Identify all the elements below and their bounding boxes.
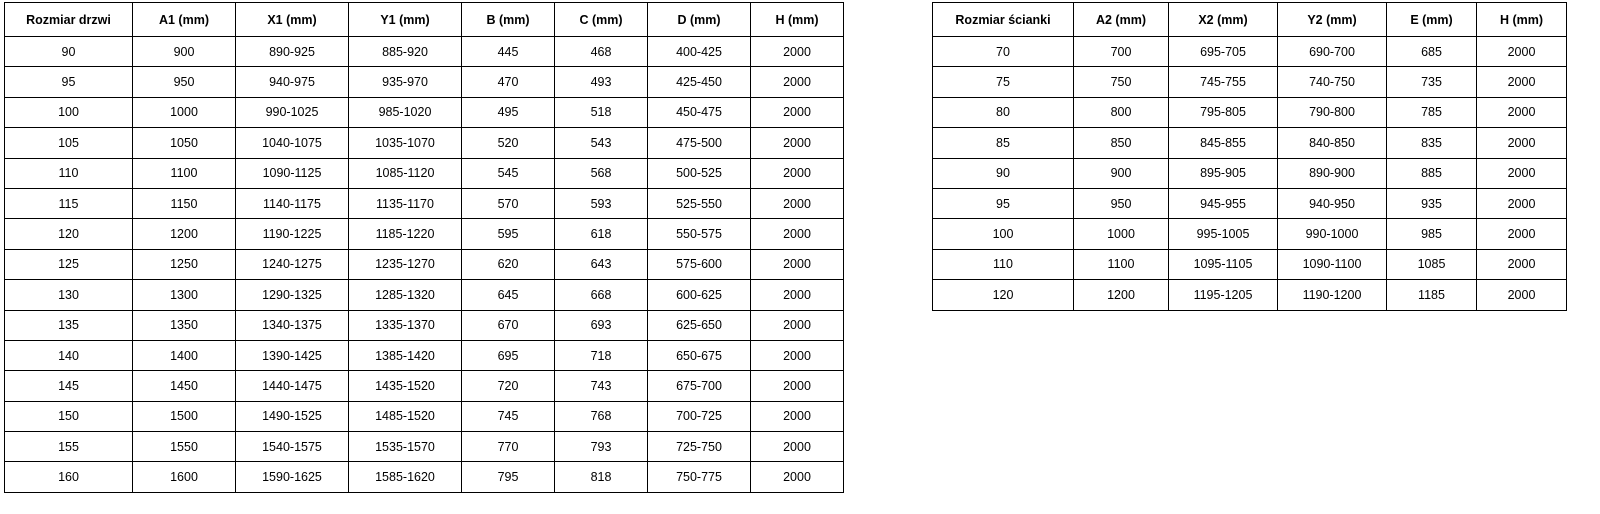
cell: 85 bbox=[933, 128, 1074, 158]
cell: 1440-1475 bbox=[236, 371, 349, 401]
cell: 493 bbox=[555, 67, 648, 97]
cell: 693 bbox=[555, 310, 648, 340]
cell: 1100 bbox=[1074, 249, 1169, 279]
cell: 743 bbox=[555, 371, 648, 401]
table-row bbox=[5, 97, 844, 127]
cell: 1435-1520 bbox=[349, 371, 462, 401]
cell: 1540-1575 bbox=[236, 432, 349, 462]
cell: 600-625 bbox=[648, 280, 751, 310]
cell: 1150 bbox=[133, 188, 236, 218]
cell: 750-775 bbox=[648, 462, 751, 492]
column-header: Y1 (mm) bbox=[349, 3, 462, 37]
cell: 785 bbox=[1387, 97, 1477, 127]
cell: 120 bbox=[933, 280, 1074, 310]
cell: 2000 bbox=[751, 188, 844, 218]
cell: 2000 bbox=[1477, 280, 1567, 310]
column-header: A2 (mm) bbox=[1074, 3, 1169, 37]
cell: 125 bbox=[5, 249, 133, 279]
cell: 740-750 bbox=[1278, 67, 1387, 97]
table-row bbox=[5, 432, 844, 462]
cell: 643 bbox=[555, 249, 648, 279]
column-header: D (mm) bbox=[648, 3, 751, 37]
cell: 2000 bbox=[751, 97, 844, 127]
cell: 1585-1620 bbox=[349, 462, 462, 492]
table-row bbox=[5, 158, 844, 188]
cell: 668 bbox=[555, 280, 648, 310]
cell: 1135-1170 bbox=[349, 188, 462, 218]
cell: 110 bbox=[5, 158, 133, 188]
cell: 650-675 bbox=[648, 340, 751, 370]
cell: 1090-1125 bbox=[236, 158, 349, 188]
column-header: Rozmiar ścianki bbox=[933, 3, 1074, 37]
cell: 945-955 bbox=[1169, 188, 1278, 218]
cell: 618 bbox=[555, 219, 648, 249]
cell: 155 bbox=[5, 432, 133, 462]
cell: 475-500 bbox=[648, 128, 751, 158]
cell: 1590-1625 bbox=[236, 462, 349, 492]
cell: 790-800 bbox=[1278, 97, 1387, 127]
table-row bbox=[5, 310, 844, 340]
cell: 845-855 bbox=[1169, 128, 1278, 158]
doors-table bbox=[4, 2, 844, 493]
cell: 1100 bbox=[133, 158, 236, 188]
cell: 1335-1370 bbox=[349, 310, 462, 340]
cell: 750 bbox=[1074, 67, 1169, 97]
cell: 2000 bbox=[1477, 97, 1567, 127]
cell: 1500 bbox=[133, 401, 236, 431]
column-header: X1 (mm) bbox=[236, 3, 349, 37]
cell: 795-805 bbox=[1169, 97, 1278, 127]
cell: 90 bbox=[933, 158, 1074, 188]
doors-table-container bbox=[4, 2, 844, 493]
cell: 995-1005 bbox=[1169, 219, 1278, 249]
cell: 718 bbox=[555, 340, 648, 370]
cell: 518 bbox=[555, 97, 648, 127]
cell: 2000 bbox=[1477, 37, 1567, 67]
cell: 620 bbox=[462, 249, 555, 279]
cell: 1600 bbox=[133, 462, 236, 492]
table-row bbox=[933, 158, 1567, 188]
cell: 700 bbox=[1074, 37, 1169, 67]
table-header-row bbox=[933, 3, 1567, 37]
cell: 570 bbox=[462, 188, 555, 218]
cell: 100 bbox=[5, 97, 133, 127]
column-header: C (mm) bbox=[555, 3, 648, 37]
cell: 1535-1570 bbox=[349, 432, 462, 462]
cell: 840-850 bbox=[1278, 128, 1387, 158]
cell: 1300 bbox=[133, 280, 236, 310]
cell: 445 bbox=[462, 37, 555, 67]
cell: 890-925 bbox=[236, 37, 349, 67]
cell: 2000 bbox=[751, 340, 844, 370]
cell: 1140-1175 bbox=[236, 188, 349, 218]
table-row bbox=[5, 219, 844, 249]
cell: 890-900 bbox=[1278, 158, 1387, 188]
cell: 720 bbox=[462, 371, 555, 401]
table-header-row bbox=[5, 3, 844, 37]
cell: 625-650 bbox=[648, 310, 751, 340]
cell: 1450 bbox=[133, 371, 236, 401]
cell: 1190-1225 bbox=[236, 219, 349, 249]
cell: 1200 bbox=[133, 219, 236, 249]
cell: 2000 bbox=[1477, 158, 1567, 188]
cell: 2000 bbox=[1477, 219, 1567, 249]
cell: 1185-1220 bbox=[349, 219, 462, 249]
cell: 850 bbox=[1074, 128, 1169, 158]
cell: 145 bbox=[5, 371, 133, 401]
cell: 2000 bbox=[1477, 67, 1567, 97]
cell: 1000 bbox=[133, 97, 236, 127]
cell: 130 bbox=[5, 280, 133, 310]
cell: 700-725 bbox=[648, 401, 751, 431]
cell: 160 bbox=[5, 462, 133, 492]
cell: 135 bbox=[5, 310, 133, 340]
cell: 1235-1270 bbox=[349, 249, 462, 279]
cell: 670 bbox=[462, 310, 555, 340]
cell: 425-450 bbox=[648, 67, 751, 97]
cell: 150 bbox=[5, 401, 133, 431]
cell: 2000 bbox=[751, 37, 844, 67]
cell: 1240-1275 bbox=[236, 249, 349, 279]
doors-table-head bbox=[5, 3, 844, 37]
table-row bbox=[5, 37, 844, 67]
cell: 1485-1520 bbox=[349, 401, 462, 431]
cell: 95 bbox=[5, 67, 133, 97]
cell: 595 bbox=[462, 219, 555, 249]
cell: 685 bbox=[1387, 37, 1477, 67]
cell: 1250 bbox=[133, 249, 236, 279]
cell: 140 bbox=[5, 340, 133, 370]
cell: 985-1020 bbox=[349, 97, 462, 127]
table-row bbox=[5, 340, 844, 370]
cell: 735 bbox=[1387, 67, 1477, 97]
cell: 1285-1320 bbox=[349, 280, 462, 310]
table-row bbox=[5, 128, 844, 158]
walls-table-head bbox=[933, 3, 1567, 37]
cell: 645 bbox=[462, 280, 555, 310]
cell: 2000 bbox=[751, 310, 844, 340]
cell: 940-975 bbox=[236, 67, 349, 97]
cell: 690-700 bbox=[1278, 37, 1387, 67]
table-row bbox=[933, 128, 1567, 158]
doors-table-body bbox=[5, 37, 844, 493]
cell: 75 bbox=[933, 67, 1074, 97]
cell: 695 bbox=[462, 340, 555, 370]
column-header: X2 (mm) bbox=[1169, 3, 1278, 37]
cell: 545 bbox=[462, 158, 555, 188]
cell: 1085 bbox=[1387, 249, 1477, 279]
cell: 80 bbox=[933, 97, 1074, 127]
cell: 2000 bbox=[751, 219, 844, 249]
cell: 885-920 bbox=[349, 37, 462, 67]
cell: 900 bbox=[1074, 158, 1169, 188]
walls-table bbox=[932, 2, 1567, 311]
cell: 1390-1425 bbox=[236, 340, 349, 370]
table-row bbox=[5, 371, 844, 401]
cell: 990-1000 bbox=[1278, 219, 1387, 249]
cell: 818 bbox=[555, 462, 648, 492]
cell: 105 bbox=[5, 128, 133, 158]
cell: 793 bbox=[555, 432, 648, 462]
table-row bbox=[5, 462, 844, 492]
table-row bbox=[5, 67, 844, 97]
cell: 2000 bbox=[1477, 128, 1567, 158]
table-row bbox=[933, 67, 1567, 97]
cell: 1050 bbox=[133, 128, 236, 158]
cell: 525-550 bbox=[648, 188, 751, 218]
cell: 745-755 bbox=[1169, 67, 1278, 97]
cell: 450-475 bbox=[648, 97, 751, 127]
cell: 940-950 bbox=[1278, 188, 1387, 218]
cell: 2000 bbox=[751, 158, 844, 188]
cell: 1385-1420 bbox=[349, 340, 462, 370]
cell: 120 bbox=[5, 219, 133, 249]
cell: 770 bbox=[462, 432, 555, 462]
cell: 70 bbox=[933, 37, 1074, 67]
cell: 500-525 bbox=[648, 158, 751, 188]
cell: 1340-1375 bbox=[236, 310, 349, 340]
cell: 400-425 bbox=[648, 37, 751, 67]
cell: 543 bbox=[555, 128, 648, 158]
cell: 725-750 bbox=[648, 432, 751, 462]
cell: 2000 bbox=[1477, 249, 1567, 279]
cell: 2000 bbox=[751, 401, 844, 431]
cell: 2000 bbox=[751, 432, 844, 462]
table-row bbox=[5, 188, 844, 218]
cell: 1200 bbox=[1074, 280, 1169, 310]
column-header: E (mm) bbox=[1387, 3, 1477, 37]
cell: 2000 bbox=[751, 462, 844, 492]
column-header: H (mm) bbox=[751, 3, 844, 37]
cell: 1095-1105 bbox=[1169, 249, 1278, 279]
cell: 1550 bbox=[133, 432, 236, 462]
column-header: B (mm) bbox=[462, 3, 555, 37]
cell: 935 bbox=[1387, 188, 1477, 218]
column-header: A1 (mm) bbox=[133, 3, 236, 37]
cell: 1195-1205 bbox=[1169, 280, 1278, 310]
cell: 100 bbox=[933, 219, 1074, 249]
walls-table-body bbox=[933, 37, 1567, 311]
cell: 800 bbox=[1074, 97, 1169, 127]
cell: 495 bbox=[462, 97, 555, 127]
cell: 1190-1200 bbox=[1278, 280, 1387, 310]
table-row bbox=[5, 401, 844, 431]
cell: 2000 bbox=[1477, 188, 1567, 218]
cell: 745 bbox=[462, 401, 555, 431]
cell: 985 bbox=[1387, 219, 1477, 249]
cell: 2000 bbox=[751, 67, 844, 97]
cell: 468 bbox=[555, 37, 648, 67]
cell: 1000 bbox=[1074, 219, 1169, 249]
cell: 950 bbox=[133, 67, 236, 97]
walls-table-container bbox=[932, 2, 1567, 311]
cell: 520 bbox=[462, 128, 555, 158]
cell: 115 bbox=[5, 188, 133, 218]
cell: 593 bbox=[555, 188, 648, 218]
cell: 1400 bbox=[133, 340, 236, 370]
cell: 575-600 bbox=[648, 249, 751, 279]
table-row bbox=[5, 249, 844, 279]
cell: 768 bbox=[555, 401, 648, 431]
cell: 2000 bbox=[751, 371, 844, 401]
cell: 1350 bbox=[133, 310, 236, 340]
table-row bbox=[933, 219, 1567, 249]
column-header: H (mm) bbox=[1477, 3, 1567, 37]
cell: 568 bbox=[555, 158, 648, 188]
cell: 1035-1070 bbox=[349, 128, 462, 158]
cell: 990-1025 bbox=[236, 97, 349, 127]
cell: 2000 bbox=[751, 249, 844, 279]
cell: 1185 bbox=[1387, 280, 1477, 310]
cell: 1290-1325 bbox=[236, 280, 349, 310]
table-row bbox=[933, 188, 1567, 218]
cell: 895-905 bbox=[1169, 158, 1278, 188]
table-row bbox=[933, 249, 1567, 279]
cell: 1090-1100 bbox=[1278, 249, 1387, 279]
table-row bbox=[933, 37, 1567, 67]
cell: 1085-1120 bbox=[349, 158, 462, 188]
cell: 950 bbox=[1074, 188, 1169, 218]
table-row bbox=[933, 280, 1567, 310]
column-header: Rozmiar drzwi bbox=[5, 3, 133, 37]
cell: 90 bbox=[5, 37, 133, 67]
cell: 2000 bbox=[751, 280, 844, 310]
table-row bbox=[933, 97, 1567, 127]
cell: 1490-1525 bbox=[236, 401, 349, 431]
cell: 470 bbox=[462, 67, 555, 97]
cell: 675-700 bbox=[648, 371, 751, 401]
cell: 1040-1075 bbox=[236, 128, 349, 158]
cell: 795 bbox=[462, 462, 555, 492]
table-row bbox=[5, 280, 844, 310]
cell: 110 bbox=[933, 249, 1074, 279]
cell: 885 bbox=[1387, 158, 1477, 188]
cell: 95 bbox=[933, 188, 1074, 218]
cell: 935-970 bbox=[349, 67, 462, 97]
cell: 900 bbox=[133, 37, 236, 67]
column-header: Y2 (mm) bbox=[1278, 3, 1387, 37]
cell: 835 bbox=[1387, 128, 1477, 158]
cell: 2000 bbox=[751, 128, 844, 158]
cell: 550-575 bbox=[648, 219, 751, 249]
cell: 695-705 bbox=[1169, 37, 1278, 67]
